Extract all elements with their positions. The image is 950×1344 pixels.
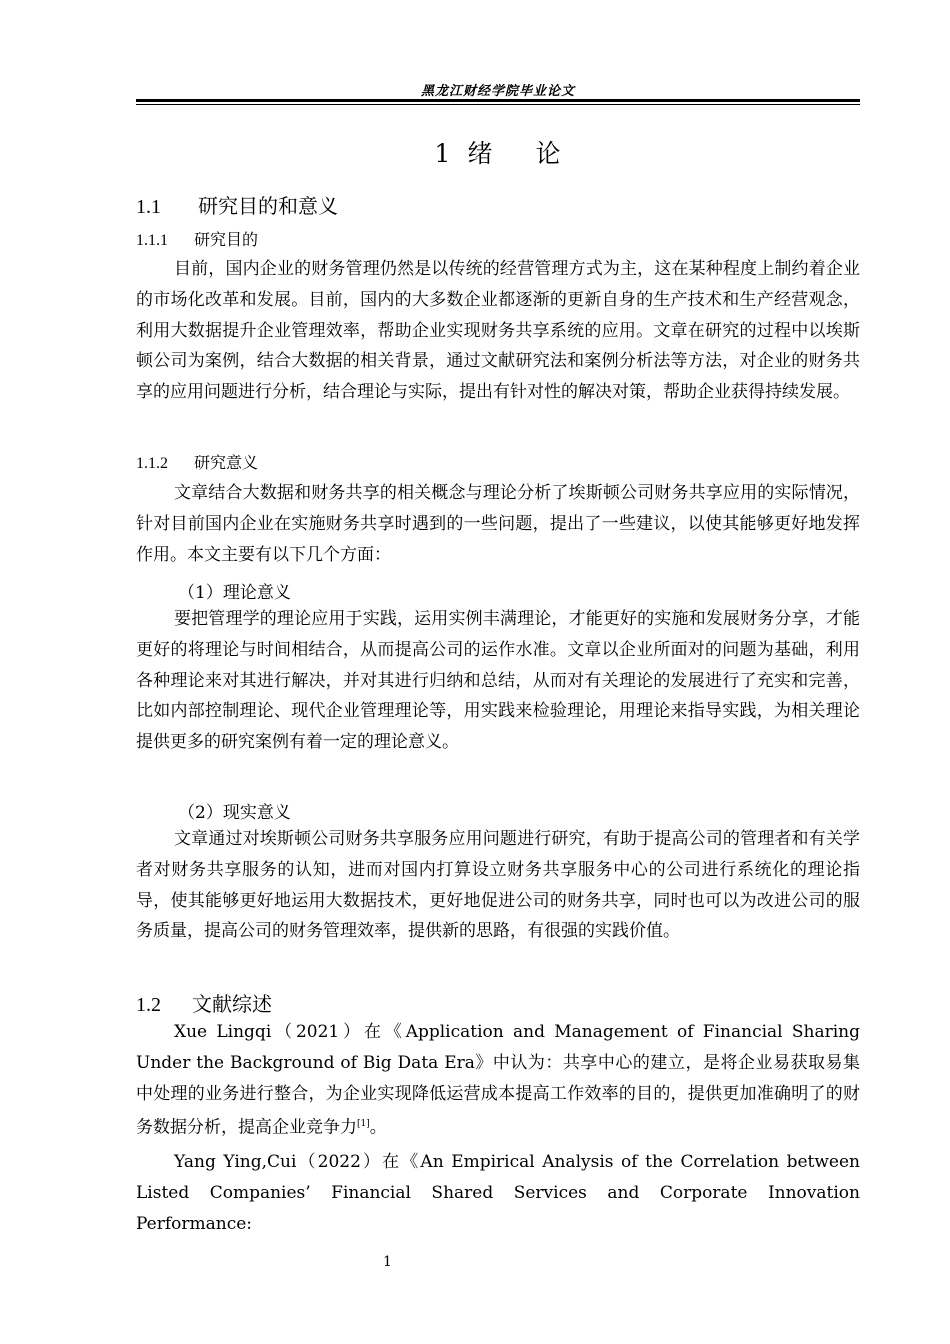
paragraph-literature-yang: Yang Ying,Cui（2022）在《An Empirical Analysis of the Correlation between Listed Companies’ Financial Shared Services and Corporate Innovation Performance: [136,1152,860,1234]
header-rule-thin [136,104,860,105]
subsection-heading-1-1-2 [136,450,258,473]
paragraph-research-significance: 文章结合大数据和财务共享的相关概念与理论分析了埃斯顿公司财务共享应用的实际情况，针对目前国内企业在实施财务共享时遇到的一些问题，提出了一些建议，以使其能够更好地发挥作用。本文主要有以下几个方面： [136,483,860,565]
sub-item-theoretical: （1）理论意义 [178,583,291,603]
paragraph-research-purpose: 目前，国内企业的财务管理仍然是以传统的经营管理方式为主，这在某种程度上制约着企业的市场化改革和发展。目前，国内的大多数企业都逐渐的更新自身的生产技术和生产经营观念，利用大数据提升企业管理效率，帮助企业实现财务共享系统的应用。文章在研究的过程中以埃斯顿公司为案例，结合大数据的相关背景，通过文献研究法和案例分析法等方法，对企业的财务共享的应用问题进行分析，结合理论与实际，提出有针对性的解决对策，帮助企业获得持续发展。 [136,259,860,403]
subsection-number: 1.1.1 [136,232,168,249]
chapter-title-part1: 绪 [467,139,494,168]
literature-xue-end: 。 [369,1118,387,1139]
paragraph-theoretical-significance: 要把管理学的理论应用于实践，运用实例丰满理论，才能更好的实施和发展财务分享，才能更好的将理论与时间相结合，从而提高公司的运作水准。文章以企业所面对的问题为基础，利用各种理论来对其进行解决，并对其进行归纳和总结，从而对有关理论的发展进行了充实和完善，比如内部控制理论、现代企业管理理论等，用实践来检验理论，用理论来指导实践，为相关理论提供更多的研究案例有着一定的理论意义。 [136,609,860,753]
citation-ref: [1] [357,1119,370,1130]
subsection-heading-1-1-1 [136,227,258,250]
subsection-number: 1.1.2 [136,455,168,472]
subsection-title: 研究目的 [194,230,259,249]
header-rule-thick [136,99,860,102]
subsection-title: 研究意义 [194,453,259,472]
literature-xue-text: Xue Lingqi（2021）在《Application and Management of Financial Sharing Under the Background of Big Data Era》中认为：共享中心的建立，是将企业易获取易集中处理的业务进行整合，为企业实现降低运营成本提高工作效率的目的，提供更加准确明了的财务数据分析，提高企业竞争力 [136,1022,860,1139]
chapter-title-part2: 论 [535,139,562,168]
section-heading-1-1 [136,190,338,219]
section-title: 文献综述 [192,992,272,1016]
sub-item-practical: （2）现实意义 [178,803,291,823]
paragraph-literature-xue [136,1017,860,1144]
section-number: 1.2 [136,994,161,1016]
paragraph-practical-significance: 文章通过对埃斯顿公司财务共享服务应用问题进行研究，有助于提高公司的管理者和有关学者对财务共享服务的认知，进而对国内打算设立财务共享服务中心的公司进行系统化的理论指导，使其能够更好地运用大数据技术，更好地促进公司的财务共享，同时也可以为改进公司的服务质量，提高公司的财务管理效率，提供新的思路，有很强的实践价值。 [136,829,860,942]
chapter-title [136,134,860,170]
section-title: 研究目的和意义 [198,194,338,218]
section-heading-1-2 [136,988,272,1017]
section-number: 1.1 [136,196,161,218]
page-number: 1 [383,1254,392,1270]
chapter-number: 1 [434,139,452,168]
running-header: 黑龙江财经学院毕业论文 [420,84,575,99]
